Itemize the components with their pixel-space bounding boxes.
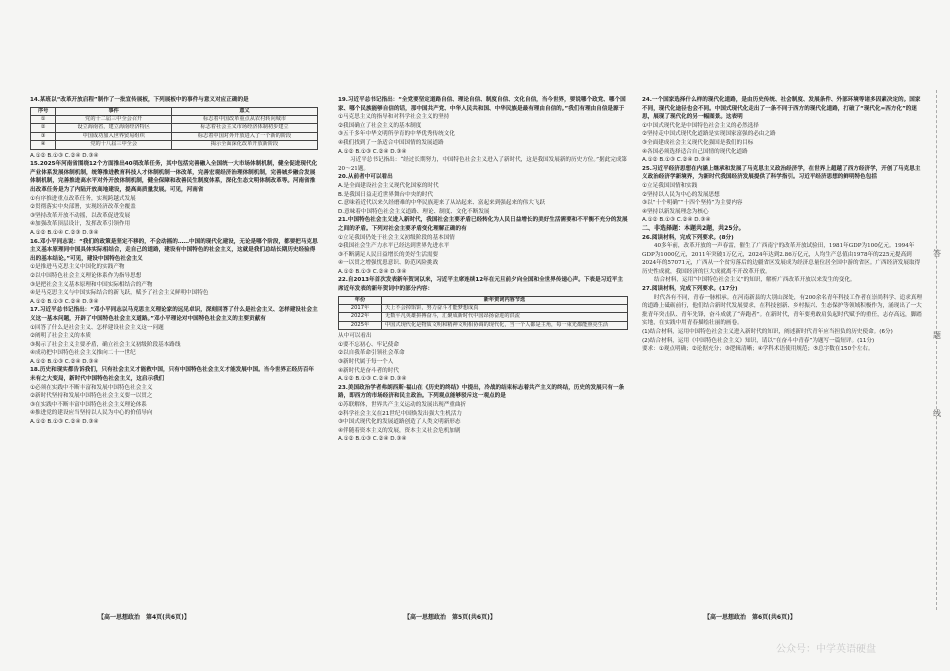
table-cell: ① <box>31 116 56 124</box>
option-item: ③全面建成社会主义现代化强国是我们的目标 <box>642 139 754 146</box>
option-item: ②贯彻落实中央部署，实现经济改革全覆盖 <box>30 204 136 211</box>
option-item: B.是我国日益走近世界舞台中央的时代 <box>338 191 434 198</box>
option-item: ③中国式现代化的发展道路创造了人类文明新形态 <box>338 419 461 426</box>
question-27-material: 时代各有不同，青春一脉相承。在河南新县的大别山深处，有200余名青年科技工作者在崇尚科学、追求真理的道路上砥砺前行，他们结合新时代发展要求，在科技创新、乡村振兴、生态保护等领域积极作为，涌现出了一大批青年突击队、青年先锋，奋斗成就了“奔跑者”。在新时代，青年要勇敢肩负起时代赋予的重任，志存高远，脚踏实地，在实践中用青春描绘壮丽的画卷。 <box>642 294 922 327</box>
option-item: ③新时代属于每一个人 <box>338 359 394 366</box>
table-header: 序号 <box>31 107 56 115</box>
question-16: 16.邓小平同志说：“我们的政策是坚定不移的，不会动摇的……中国的现代化建设，无论是哪个阶段，都要把马克思主义基本原理同中国具体实际相结合，走自己的道路，建设有中国特色的社会主义，这就是我们总结长期历史经验得出的基本结论。”可见，建设中国特色社会主义 <box>30 238 318 262</box>
option-item: ③揭示了社会主义主要矛盾，确立社会主义初级阶段基本路线 <box>30 341 181 348</box>
table-row <box>339 305 628 313</box>
page-5-column <box>338 96 628 444</box>
option-item: ②以中国特色社会主义理论体系作为指导思想 <box>30 272 142 279</box>
option-item: ④成功把中国特色社会主义推向二十一世纪 <box>30 350 136 357</box>
question-19: 19.习近平总书记指出：“全党要坚定道路自信、理论自信、制度自信、文化自信，当今世界，要说哪个政党、哪个国家、哪个民族能够自信的话，那中国共产党、中华人民共和国、中华民族是最有理由自信的。”我们有理由自信是源于 <box>338 97 626 112</box>
table-cell: ④ <box>31 141 56 149</box>
table-cell: 2017年 <box>339 305 382 313</box>
option-item: ③在实践中不断丰富中国特色社会主义理论体系 <box>30 401 147 408</box>
question-16-options: A.①② B.①③ C.②④ D.③④ <box>30 298 99 305</box>
question-14-options: A.①② B.①③ C.②④ D.③④ <box>30 152 99 159</box>
section-2-heading: 二、非选择题：本题共2题，共25分。 <box>642 224 745 232</box>
option-item: ④推进党的建设应当坚持以人民为中心的价值导向 <box>30 410 153 417</box>
option-item: ①是推进马克思主义中国化的实践产物 <box>30 264 125 271</box>
question-22-table <box>338 296 628 331</box>
table-cell: 设立海南省，建立海南经济特区 <box>56 124 172 132</box>
page-6-footer: 【高一思想政治 第6页(共6页)】 <box>704 614 796 621</box>
option-item: ③是把社会主义基本原理和中国实际相结合的产物 <box>30 281 153 288</box>
option-item: ②新时代坚持和发展中国特色社会主义要一以贯之 <box>30 393 153 400</box>
option-item: ②坚持以人民为中心的发展思想 <box>642 191 720 198</box>
question-15-options: A.①② B.①④ C.②③ D.③④ <box>30 229 99 236</box>
option-item: ④是马克思主义与中国实际结合的新飞跃，赋予了社会主义鲜明中国特色 <box>30 290 209 297</box>
question-27-requirements: 要求：①观点明确；②论据充分；③逻辑清晰；④学科术语使用规范；⑤总字数在150个左右。 <box>642 346 874 353</box>
table-cell: 党的十八届三中全会 <box>56 141 172 149</box>
table-header: 新年贺词内容节选 <box>382 296 628 304</box>
question-27-ask-1: (1)结合材料，运用中国特色社会主义进入新时代的知识，阐述新时代青年应当担负的历史使命。(6分) <box>642 329 893 336</box>
table-cell: 中国成功加入世界贸易组织 <box>56 132 172 140</box>
binding-line <box>936 90 937 610</box>
question-21-options: A.①② B.①③ C.②④ D.③④ <box>338 268 407 275</box>
page-4-footer: 【高一思想政治 第4页(共6页)】 <box>98 614 190 621</box>
table-header: 意义 <box>172 107 318 115</box>
question-25: 25.习近平经济思想在内涵上继承和发展了马克思主义政治经济学，在世界上超越了西方经济学，开创了马克思主义政治经济学新境界，为新时代我国经济发展提供了科学指引。习近平经济思想的鲜明特色包括 <box>642 165 921 181</box>
table-cell: ② <box>31 124 56 132</box>
question-17: 17.习近平总书记指出：“邓小平同志以马克思主义理论家的远见卓识，深刻回答了什么是社会主义、怎样建设社会主义这一基本问题，开辟了中国特色社会主义道路。”邓小平理论对中国特色社会主义的主要贡献有 <box>30 307 318 322</box>
option-item: ④新时代是奋斗者的时代 <box>338 367 399 374</box>
question-22-options: A.①② B.①③ C.②④ D.③④ <box>338 376 407 383</box>
question-14: 14.某班以“改革开放启程”制作了一批宣传展板，下列展板中的事件与意义对应正确的是 <box>30 97 249 103</box>
material-20-21: 习近平总书记指出：“经过长期努力，中国特色社会主义进入了新时代，这是我国发展新的历史方位。”据此完成第20～21题。 <box>338 157 628 172</box>
option-item: ①必须在实践中不断丰富和发展中国特色社会主义 <box>30 384 153 391</box>
table-cell: 党的十二届三中全会召开 <box>56 116 172 124</box>
table-row <box>31 116 318 124</box>
option-item: A.是全面建设社会主义现代化国家的时代 <box>338 182 439 189</box>
option-item: ④坚持以新发展理念为核心 <box>642 208 709 215</box>
option-item: ③以“十个明确”“十四个坚持”为主要内容 <box>642 200 743 207</box>
question-20: 20.从前者中可以看出 <box>338 174 393 181</box>
binding-mark: 题 <box>933 331 941 340</box>
option-item: ①回答了什么是社会主义、怎样建设社会主义这一问题 <box>30 324 164 331</box>
option-item: ②以自我革命引领社会革命 <box>338 350 405 357</box>
question-22-lead: 从中可以看出 <box>338 333 372 340</box>
table-cell: 标志着中国改革重点从农村转向城市 <box>172 116 318 124</box>
table-row <box>339 313 628 321</box>
option-item: ①要不忘初心、牢记使命 <box>338 341 399 348</box>
table-row <box>339 321 628 329</box>
option-item: C.意味着近代以来久经磨难的中华民族迎来了从站起来、富起来到强起来的伟大飞跃 <box>338 200 546 207</box>
option-item: ④我们找到了一条适合中国国情的发展道路 <box>338 139 444 146</box>
question-26-material: 40多年前，改革开放的一声春雷，催生了广西南宁的改革开放试验田，1981年GDP为100亿元。1994年GDP为1000亿元，2011年突破1万亿元，2024年达到2.86万亿元，人均生产总值由1978年的225元提高到2024年的57071元，广西从一个贫穷落后的边疆省区发展成为经济总量位居全国中游的省区。广西经济发展取得历史性成就，我国经济的巨大成就离不开改革开放。 <box>642 243 921 275</box>
option-item: ②科学社会主义在21世纪中国焕发出强大生机活力 <box>338 410 463 417</box>
option-item: ③不断满足人民日益增长的美好生活需要 <box>338 251 439 258</box>
question-17-options: A.①② B.①③ C.②④ D.③④ <box>30 358 99 365</box>
option-item: ①立足我国国情和实践 <box>642 182 698 189</box>
binding-mark: 线 <box>933 409 941 418</box>
question-18: 18.历史和现实都告诉我们，只有社会主义才能救中国，只有中国特色社会主义才能发展中国。当今世界正经历百年未有之大变局，新时代中国特色社会主义，这启示我们 <box>30 367 315 383</box>
table-header: 年份 <box>339 296 382 304</box>
binding-mark: 答 <box>933 249 941 258</box>
table-header: 事件 <box>56 107 172 115</box>
option-item: ①中国式现代化是中国特色社会主义的必然选择 <box>642 122 759 129</box>
question-23: 23.美国政治学者弗朗西斯·福山在《历史的终结》中提出，冷战的结束标志着共产主义的终结，历史的发展只有一条路，即西方的市场经济和民主政治。下列观点能够驳斥这一观点的是 <box>338 384 625 400</box>
option-item: ③五千多年中华文明所孕育的中华优秀传统文化 <box>338 131 455 138</box>
question-27: 27.阅读材料，完成下列要求。(17分) <box>642 286 738 293</box>
table-row <box>31 141 318 149</box>
option-item: ②坚持走中国式现代化道路是实现国家富强的必由之路 <box>642 131 776 138</box>
option-item: ②阐明了社会主义的本质 <box>30 333 91 340</box>
option-item: ①苏联解体，世界共产主义运动的发展出现严重曲折 <box>338 402 467 409</box>
question-25-options: A.①② B.①③ C.②④ D.③④ <box>642 217 711 224</box>
table-row <box>31 124 318 132</box>
option-item: ③坚持改革开放不动摇，以改革促进发展 <box>30 212 131 219</box>
page-4-column <box>30 96 318 427</box>
question-18-options: A.①② B.①③ C.②④ D.③④ <box>30 419 99 426</box>
question-26: 26.阅读材料，完成下列要求。(8分) <box>642 234 734 241</box>
table-cell: 无数平凡英雄拼搏奋斗，汇聚成新时代中国昂扬奋进的洪流 <box>382 313 628 321</box>
question-27-ask-2: (2)结合材料，运用《中国特色社会主义》知识，请以“在奋斗中青春”为题写一篇短评。(11分) <box>642 337 875 344</box>
question-26-ask: 结合材料，运用“中国特色社会主义”的知识，解析广西改革开放以来发生的变化。 <box>654 277 856 284</box>
question-14-table <box>30 107 318 150</box>
option-item: ①立足我国仍处于社会主义初级阶段的基本国情 <box>338 234 455 241</box>
question-21: 21.中国特色社会主义进入新时代，我国社会主要矛盾已经转化为人民日益增长的美好生活需要和不平衡不充分的发展之间的矛盾。下列对社会主要矛盾变化理解正确的有 <box>338 217 628 232</box>
table-row <box>31 132 318 140</box>
watermark: 公众号：中学英语硬盘 <box>776 644 876 655</box>
table-cell: 标志着中国对外开放进入了一个新的阶段 <box>172 132 318 140</box>
table-cell: ③ <box>31 132 56 140</box>
question-23-options: A.①② B.①③ C.②④ D.③④ <box>338 436 407 443</box>
table-cell: 天上不会掉馅饼，努力奋斗才能梦想成真 <box>382 305 628 313</box>
question-22: 22.自2013年首次发表新年贺词以来，习近平主席连续12年在元旦前夕向全国和全世界传递心声。下表是习近平主席近年发表的新年贺词中的部分内容： <box>338 277 623 293</box>
page-6-column <box>642 96 924 354</box>
table-cell: 2022年 <box>339 313 382 321</box>
question-24: 24.一个国家选择什么样的现代化道路，是由历史传统、社会制度、发展条件、外部环境等诸多因素决定的。国家不同，现代化途径也会不同。中国式现代化走出了一条不同于西方的现代化道路，打破了“现代化=西方化”的迷思，展现了现代化的另一幅图景。这表明 <box>642 97 921 121</box>
option-item: ④伴随着资本主义的发展，资本主义社会危机加剧 <box>338 427 461 434</box>
option-item: D.意味着中国特色社会主义道路、理论、制度、文化不断发展 <box>338 208 490 215</box>
option-item: ④各国必须选择适合自己国情的现代化道路 <box>642 148 748 155</box>
table-cell: 中国式现代化是物质文明和精神文明相协调的现代化，当一个人都是主角，每一束光都能照亮生活 <box>382 321 628 329</box>
table-cell: 揭示全面深化改革开放新阶段 <box>172 141 318 149</box>
option-item: ②我国确立了社会主义的基本制度 <box>338 122 422 129</box>
question-24-options: A.①② B.①③ C.②④ D.③④ <box>642 157 711 164</box>
page-5-footer: 【高一思想政治 第5页(共6页)】 <box>404 614 496 621</box>
question-15: 15.2025年河南省围绕12个方面推出40项改革任务，其中包括完善融入全国统一大市场体制机制，健全促进现代化产业体系发展体制机制，统筹推进教育科技人才体制机制一体改革，完善宏观经济治理体制机制，完善城乡融合发展体制机制，完善推进高水平对外开放体制机制，健全保障和改善民生制度体系，深化生态文明体制改革等。河南省推出改革任务是为了内陆开放高地建设，提高高质量发展。可见，河南省 <box>30 161 318 193</box>
option-item: ④加强改革顶层设计，发挥改革引领作用 <box>30 221 131 228</box>
table-cell: 2025年 <box>339 321 382 329</box>
option-item: ②我国社会生产力水平已经达到世界先进水平 <box>338 243 450 250</box>
table-cell: 标志着社会主义市场经济体制初步建立 <box>172 124 318 132</box>
option-item: ①马克思主义的指导和对科学社会主义的坚持 <box>338 114 450 121</box>
option-item: ④一以贯之增强忧患意识、防范风险挑战 <box>338 260 439 267</box>
question-19-options: A.①② B.①③ C.②④ D.③④ <box>338 148 407 155</box>
option-item: ①有序推进重点改革任务，实现跨越式发展 <box>30 195 136 202</box>
